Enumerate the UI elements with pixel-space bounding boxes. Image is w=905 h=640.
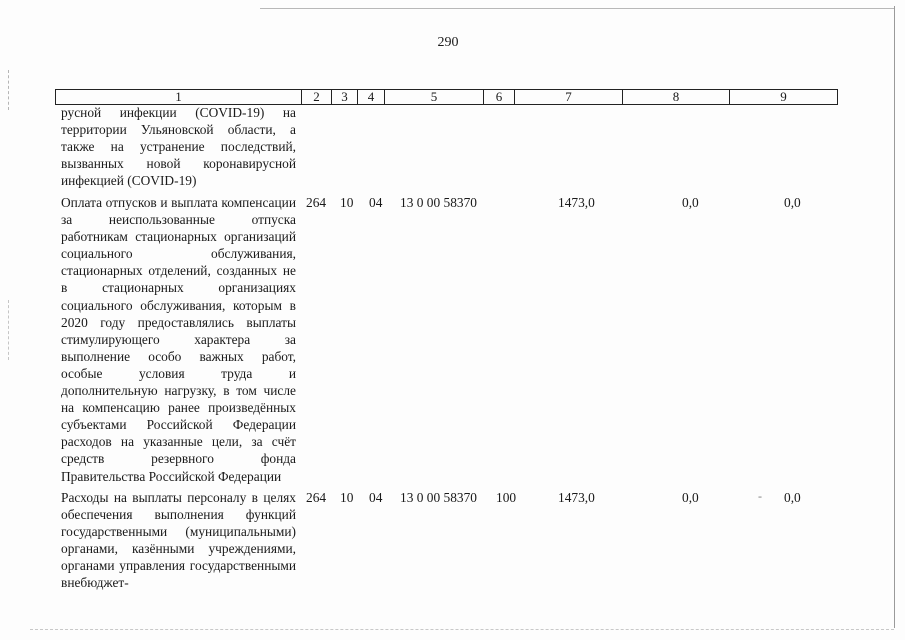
table-cell-c2: 264 xyxy=(306,195,327,210)
table-cell-c8: 0,0 xyxy=(682,490,699,505)
scan-edge-bottom xyxy=(30,629,894,630)
column-header-8: 8 xyxy=(623,90,730,105)
table-cell-c6: 100 xyxy=(496,490,517,505)
table-cell-c9: 0,0 xyxy=(784,490,801,505)
table-cell-c5: 13 0 00 58370 xyxy=(400,490,477,505)
column-header-1: 1 xyxy=(56,90,302,105)
page-number: 290 xyxy=(437,35,459,50)
column-header-2: 2 xyxy=(302,90,332,105)
table-row-description: Расходы на выплаты персоналу в целях обеспечения выполнения функций государственными (муниципальными) органами, казёнными учреждениями, органами управления государственными внебюджет- xyxy=(61,490,296,591)
table-cell-c2: 264 xyxy=(306,490,327,505)
table-cell-c3: 10 xyxy=(340,195,354,210)
table-cell-c4: 04 xyxy=(369,490,383,505)
column-header-7: 7 xyxy=(515,90,623,105)
scan-dash-mark: - xyxy=(758,489,762,503)
column-header-4: 4 xyxy=(358,90,385,105)
column-header-9: 9 xyxy=(730,90,838,105)
table-cell-c3: 10 xyxy=(340,490,354,505)
scan-edge-top xyxy=(260,8,894,9)
table-cell-c4: 04 xyxy=(369,195,383,210)
column-header-5: 5 xyxy=(385,90,484,105)
table-cell-c8: 0,0 xyxy=(682,195,699,210)
table-header xyxy=(55,89,838,105)
table-cell-c7: 1473,0 xyxy=(558,195,595,210)
scan-edge-left xyxy=(8,70,10,110)
table-cell-c7: 1473,0 xyxy=(558,490,595,505)
column-header-3: 3 xyxy=(332,90,358,105)
table-cell-c9: 0,0 xyxy=(784,195,801,210)
table-row-description: Оплата отпусков и выплата компенсации за неиспользованные отпуска работникам стационарных организаций социального обслуживания, стационарных отделений, созданных не в стационарных организациях социального обслуживания, которым в 2020 году предоставлялись выплаты стимулирующего характера за выполнение особо важных работ, особые условия труда и дополнительную нагрузку, в том числе на компенсацию ранее произведённых субъектами Российской Федерации расходов на указанные цели, за счёт средств резервного фонда Правительства Российской Федерации xyxy=(61,195,296,484)
column-header-6: 6 xyxy=(484,90,515,105)
table-row-description: русной инфекции (COVID-19) на территории Ульяновской области, а также на устранение последствий, вызванных новой коронавирусной инфекцией (COVID-19) xyxy=(61,105,296,189)
table-cell-c5: 13 0 00 58370 xyxy=(400,195,477,210)
scan-edge-left xyxy=(8,300,10,360)
scan-edge-right xyxy=(894,6,895,628)
